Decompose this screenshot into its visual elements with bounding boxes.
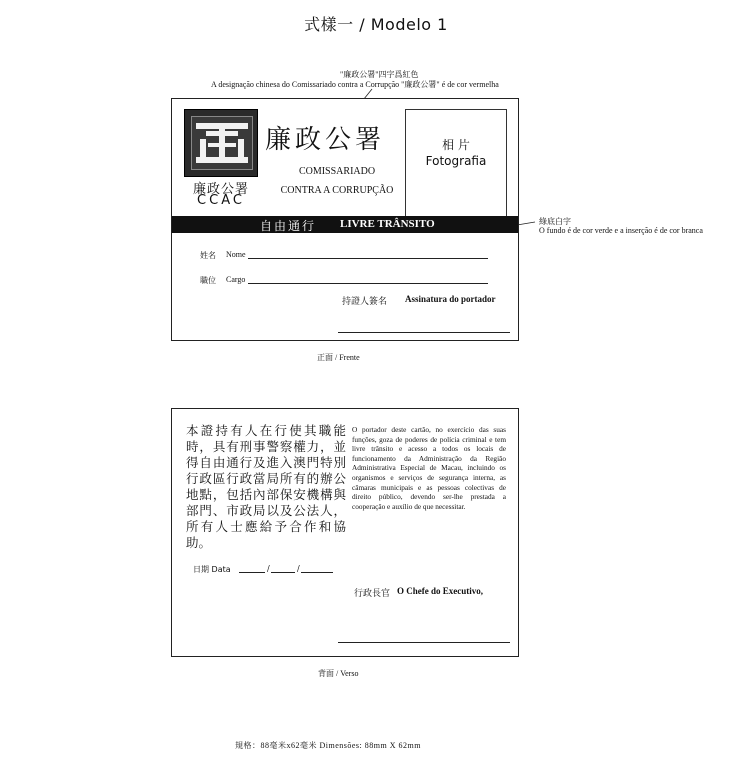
page-title: 式樣一 / Modelo 1 (304, 15, 448, 34)
annotation-red-pt: A designação chinesa do Comissariado contra a Corrupção "廉政公署" é de cor vermelha (211, 80, 499, 89)
annotation-green-zh: 綠底白字 (539, 217, 571, 226)
agency-name-pt-line2: CONTRA A CORRUPÇÃO (280, 185, 394, 196)
field-name-label-zh: 姓名 (200, 251, 216, 260)
logo-text-en: CCAC (197, 193, 245, 208)
date-month-line (271, 572, 295, 573)
photo-label-pt: Fotografia (425, 154, 487, 168)
logo-text-zh: 廉政公署 (192, 182, 249, 197)
signature-line (338, 332, 510, 333)
photo-label-zh: 相 片 (442, 138, 470, 152)
field-name-line (248, 258, 488, 259)
back-text-zh: 本證持有人在行使其職能時，具有刑事警察權力，並得自由通行及進入澳門特別行政區行政當局所有的辦公地點，包括內部保安機構與部門、市政局以及公法人，所有人士應給予合作和協助。 (186, 423, 346, 550)
back-text-pt: O portador deste cartão, no exercício das suas funções, goza de poderes de polícia criminal e tem livre trânsito e acesso a todos os locais de funcionamento da Administração da Região Administrativa Especial de Macau, incluindo os organismos e serviços de segurança interna, as câmaras municipais e as pessoas colectivas de direito público, devendo ser-lhe prestada a cooperação e auxílio de que necessitar. (352, 425, 506, 511)
banner-text-pt: LIVRE TRÂNSITO (340, 218, 435, 230)
signature-label-zh: 持證人簽名 (342, 297, 388, 307)
chief-label-pt: O Chefe do Executivo, (397, 586, 483, 596)
field-post-line (248, 283, 488, 284)
leader-line-green (517, 222, 535, 225)
agency-name-zh: 廉政公署 (265, 125, 386, 155)
ccac-logo (184, 109, 258, 177)
banner-text-zh: 自由通行 (260, 219, 317, 233)
photo-box (405, 109, 507, 219)
dimensions-footer: 規格：88毫米x62毫米 Dimensões: 88mm X 62mm (235, 741, 421, 750)
date-year-line (301, 572, 333, 573)
field-post-label-zh: 職位 (200, 276, 216, 285)
annotation-red-zh: "廉政公署"四字爲紅色 (340, 70, 419, 79)
logo-emblem (191, 116, 253, 170)
date-separator-1: / (267, 564, 270, 573)
field-post-label-pt: Cargo (226, 275, 246, 284)
annotation-green-pt: O fundo é de cor verde e a inserção é de cor branca (539, 226, 703, 235)
caption-back: 背面 / Verso (318, 669, 359, 678)
emblem-glyph-icon (192, 117, 252, 169)
signature-label-pt: Assinatura do portador (405, 294, 496, 304)
chief-signature-line (338, 642, 510, 643)
date-separator-2: / (297, 564, 300, 573)
date-day-line (239, 572, 265, 573)
agency-name-pt-line1: COMISSARIADO (298, 166, 376, 177)
caption-front: 正面 / Frente (317, 353, 360, 362)
card-back (171, 408, 519, 657)
chief-label-zh: 行政長官 (354, 589, 391, 599)
livre-transito-banner (172, 216, 518, 233)
date-label: 日期 Data (193, 565, 231, 574)
field-name-label-pt: Nome (226, 250, 246, 259)
card-front (171, 98, 519, 341)
